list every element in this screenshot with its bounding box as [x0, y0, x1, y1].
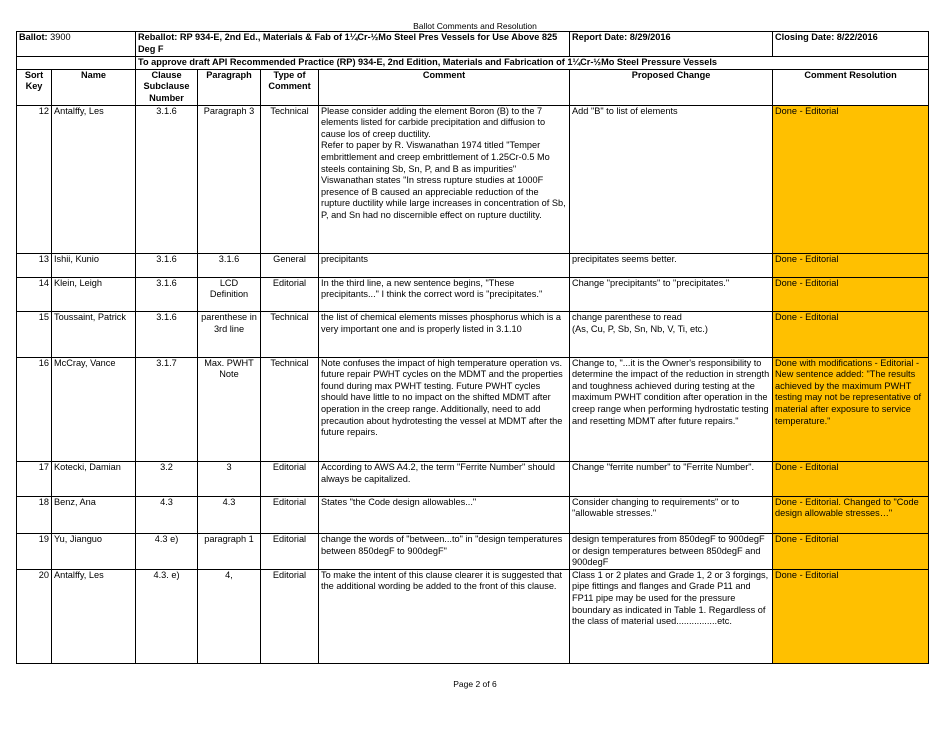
comment-type: Editorial [261, 496, 319, 533]
paragraph: 3.1.6 [198, 254, 261, 277]
sort-key: 15 [17, 312, 52, 357]
purpose-row [17, 57, 929, 70]
proposed-change: Change "precipitants" to "precipitates." [570, 277, 773, 311]
header-type: Type of Comment [261, 69, 319, 105]
paragraph: 4.3 [198, 496, 261, 533]
row-spacer [17, 643, 929, 664]
page-number: Page 2 of 6 [453, 679, 497, 689]
commenter-name: Kotecki, Damian [52, 462, 136, 496]
paragraph: parenthese in 3rd line [198, 312, 261, 357]
ballot-comments-table [16, 31, 929, 664]
sort-key: 18 [17, 496, 52, 533]
proposed-change: Consider changing to requirements" or to "allowable stresses." [570, 496, 773, 533]
paragraph: 4, [198, 569, 261, 643]
commenter-name: Benz, Ana [52, 496, 136, 533]
clause-number: 3.1.6 [136, 254, 198, 277]
ballot-label: Ballot: [19, 32, 48, 42]
proposed-change: Change "ferrite number" to "Ferrite Number". [570, 462, 773, 496]
comment-resolution: Done - Editorial [773, 254, 929, 277]
table-row [17, 569, 929, 643]
commenter-name: Klein, Leigh [52, 277, 136, 311]
comment-resolution: Done - Editorial [773, 462, 929, 496]
sort-key: 20 [17, 569, 52, 643]
sort-key: 12 [17, 105, 52, 253]
comment-type: General [261, 254, 319, 277]
commenter-name: Toussaint, Patrick [52, 312, 136, 357]
comment-type: Technical [261, 105, 319, 253]
sort-key: 17 [17, 462, 52, 496]
proposed-change: change parenthese to read (As, Cu, P, Sb, Sn, Nb, V, Ti, etc.) [570, 312, 773, 357]
table-row [17, 534, 929, 569]
ballot-number: 3900 [50, 32, 71, 42]
comment-text: the list of chemical elements misses phosphorus which is a very important one and is properly listed in 3.1.10 [319, 312, 570, 357]
sort-key: 16 [17, 357, 52, 461]
ballot-purpose: To approve draft API Recommended Practice (RP) 934-E, 2nd Edition, Materials and Fabrication of 1¼Cr-½Mo Steel Pressure Vessels [136, 57, 929, 70]
clause-number: 4.3. e) [136, 569, 198, 643]
comment-resolution: Done - Editorial. Changed to "Code design allowable stresses…" [773, 496, 929, 533]
comment-resolution: Done - Editorial [773, 105, 929, 253]
commenter-name: Yu, Jianguo [52, 534, 136, 569]
table-row [17, 277, 929, 311]
sort-key: 19 [17, 534, 52, 569]
paragraph: Max. PWHT Note [198, 357, 261, 461]
comment-resolution: Done - Editorial [773, 312, 929, 357]
comment-type: Technical [261, 312, 319, 357]
report-date: Report Date: 8/29/2016 [570, 32, 773, 57]
commenter-name: McCray, Vance [52, 357, 136, 461]
comment-text: Note confuses the impact of high temperature operation vs. future repair PWHT cycles on the MDMT and the properties found during max PWHT testing. Future PWHT cycles should have little to no impact on the shifted MDMT after operation in the creep range. Additionally, need to add precaution about hydrotesting the vessel at MDMT after the future repairs. [319, 357, 570, 461]
header-name: Name [52, 69, 136, 105]
table-row [17, 496, 929, 533]
header-clause: Clause Subclause Number [136, 69, 198, 105]
comment-type: Editorial [261, 277, 319, 311]
comment-text: Please consider adding the element Boron (B) to the 7 elements listed for carbide precipitation and diffusion to cause los of creep ductility. Refer to paper by R. Viswanathan 1974 titled "Temper embrittlement and creep embrittlement of 1.25Cr-0.5 Mo steels containing Sb, Sn, P, and B as impurities" Viswanathan states "In stress rupture studies at 1000F presence of B caused an appreciable reduction of the rupture ductility while large increases in concentration of Sb, P, and Sn had no discernible effect on rupture ductility. [319, 105, 570, 253]
commenter-name: Antalffy, Les [52, 105, 136, 253]
comment-text: In the third line, a new sentence begins, "These precipitants..." I think the correct word is "precipitates." [319, 277, 570, 311]
comment-resolution: Done with modifications - Editorial - New sentence added: "The results achieved by the maximum PWHT testing may not be representative of material after exposure to service temperature." [773, 357, 929, 461]
paragraph: LCD Definition [198, 277, 261, 311]
clause-number: 3.1.6 [136, 277, 198, 311]
comment-text: change the words of "between...to" in "design temperatures between 850degF to 900degF" [319, 534, 570, 569]
header-sort-key: Sort Key [17, 69, 52, 105]
ballot-cell [17, 32, 136, 57]
header-resolution: Comment Resolution [773, 69, 929, 105]
reballot-title: Reballot: RP 934-E, 2nd Ed., Materials & Fab of 1¼Cr-½Mo Steel Pres Vessels for Use Above 825 Deg F [136, 32, 570, 57]
document-title: Ballot Comments and Resolution [413, 21, 537, 31]
clause-number: 4.3 e) [136, 534, 198, 569]
comment-type: Editorial [261, 534, 319, 569]
header-comment: Comment [319, 69, 570, 105]
paragraph: Paragraph 3 [198, 105, 261, 253]
purpose-spacer [17, 57, 136, 70]
table-row [17, 105, 929, 253]
clause-number: 3.1.6 [136, 105, 198, 253]
clause-number: 3.1.7 [136, 357, 198, 461]
clause-number: 3.1.6 [136, 312, 198, 357]
proposed-change: precipitates seems better. [570, 254, 773, 277]
clause-number: 3.2 [136, 462, 198, 496]
comment-resolution: Done - Editorial [773, 277, 929, 311]
column-header-row [17, 69, 929, 105]
comment-resolution: Done - Editorial [773, 534, 929, 569]
proposed-change: Class 1 or 2 plates and Grade 1, 2 or 3 forgings, pipe fittings and flanges and Grade P11 and FP11 pipe may be used for the pressure boundary as indicated in Table 1. Regardless of the class of material used................etc. [570, 569, 773, 643]
sort-key: 13 [17, 254, 52, 277]
paragraph: paragraph 1 [198, 534, 261, 569]
proposed-change: design temperatures from 850degF to 900degF or design temperatures between 850degF and 900degF [570, 534, 773, 569]
comment-text: States "the Code design allowables..." [319, 496, 570, 533]
table-row [17, 357, 929, 461]
paragraph: 3 [198, 462, 261, 496]
table-row [17, 254, 929, 277]
comment-text: According to AWS A4.2, the term "Ferrite Number" should always be capitalized. [319, 462, 570, 496]
commenter-name: Ishii, Kunio [52, 254, 136, 277]
ballot-row [17, 32, 929, 57]
clause-number: 4.3 [136, 496, 198, 533]
comment-resolution: Done - Editorial [773, 569, 929, 643]
closing-date: Closing Date: 8/22/2016 [773, 32, 929, 57]
sort-key: 14 [17, 277, 52, 311]
header-paragraph: Paragraph [198, 69, 261, 105]
table-row [17, 462, 929, 496]
proposed-change: Change to, "...it is the Owner's responsibility to determine the impact of the reduction in strength and toughness achieved during testing at the maximum PWHT condition after operation in the creep range when performing hydrostatic testing and resetting MDMT after future repairs." [570, 357, 773, 461]
proposed-change: Add "B" to list of elements [570, 105, 773, 253]
comment-type: Editorial [261, 569, 319, 643]
comment-text: To make the intent of this clause clearer it is suggested that the additional wording be added to the front of this clause. [319, 569, 570, 643]
comment-text: precipitants [319, 254, 570, 277]
commenter-name: Antalffy, Les [52, 569, 136, 643]
header-proposed-change: Proposed Change [570, 69, 773, 105]
comment-type: Editorial [261, 462, 319, 496]
comment-type: Technical [261, 357, 319, 461]
table-row [17, 312, 929, 357]
